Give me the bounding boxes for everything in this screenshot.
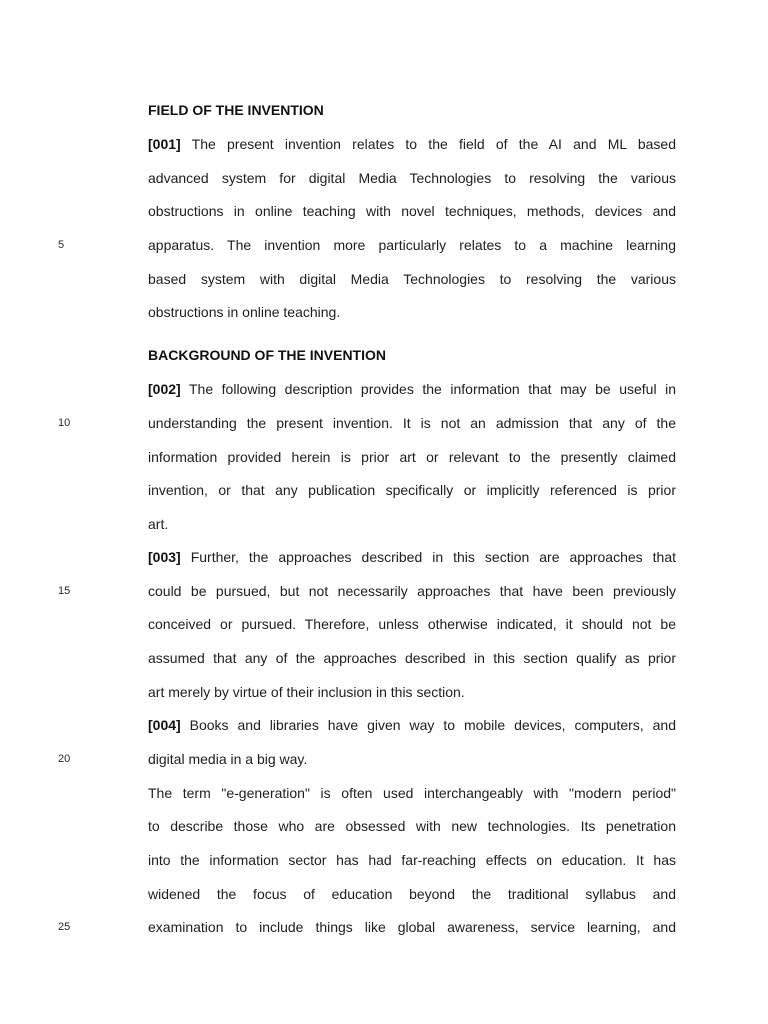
text-line xyxy=(148,135,676,153)
text-line: to describe those who are obsessed with new technologies. Its penetration xyxy=(148,818,676,834)
line-text: Books and libraries have given way to mobile devices, computers, and xyxy=(189,717,676,733)
text-line xyxy=(148,716,676,734)
text-line: advanced system for digital Media Technologies to resolving the various xyxy=(148,170,676,186)
text-line: assumed that any of the approaches described in this section qualify as prior xyxy=(148,650,676,666)
text-line: widened the focus of education beyond the traditional syllabus and xyxy=(148,886,676,902)
text-line: apparatus. The invention more particularly relates to a machine learning xyxy=(148,237,676,253)
text-line: examination to include things like global awareness, service learning, and xyxy=(148,919,676,935)
text-line xyxy=(148,380,676,398)
text-line: digital media in a big way. xyxy=(148,751,308,767)
paragraph-label: [003] xyxy=(148,549,181,565)
text-line: obstructions in online teaching with novel techniques, methods, devices and xyxy=(148,203,676,219)
text-line: understanding the present invention. It is not an admission that any of the xyxy=(148,415,676,431)
line-number: 10 xyxy=(58,417,71,429)
text-line: information provided herein is prior art or relevant to the presently claimed xyxy=(148,449,676,465)
text-line: conceived or pursued. Therefore, unless otherwise indicated, it should not be xyxy=(148,616,676,632)
paragraph-label: [002] xyxy=(148,381,181,397)
line-number: 20 xyxy=(58,753,71,765)
line-number: 5 xyxy=(58,239,65,251)
text-line: could be pursued, but not necessarily approaches that have been previously xyxy=(148,583,676,599)
paragraph-label: [004] xyxy=(148,717,181,733)
text-line: obstructions in online teaching. xyxy=(148,304,341,320)
line-text: The following description provides the information that may be useful in xyxy=(188,381,676,397)
line-number: 25 xyxy=(58,921,71,933)
background-heading: BACKGROUND OF THE INVENTION xyxy=(148,347,386,363)
text-line: based system with digital Media Technologies to resolving the various xyxy=(148,271,676,287)
text-line: art merely by virtue of their inclusion in this section. xyxy=(148,684,465,700)
line-text: Further, the approaches described in this section are approaches that xyxy=(190,549,676,565)
text-line: invention, or that any publication specifically or implicitly referenced is prior xyxy=(148,482,676,498)
text-line: The term "e-generation" is often used interchangeably with "modern period" xyxy=(148,785,676,801)
line-text: The present invention relates to the field of the AI and ML based xyxy=(191,136,676,152)
paragraph-label: [001] xyxy=(148,136,181,152)
field-of-invention-heading: FIELD OF THE INVENTION xyxy=(148,102,324,118)
text-line xyxy=(148,548,676,566)
line-number: 15 xyxy=(58,585,71,597)
text-line: art. xyxy=(148,516,169,532)
text-line: into the information sector has had far-reaching effects on education. It has xyxy=(148,852,676,868)
